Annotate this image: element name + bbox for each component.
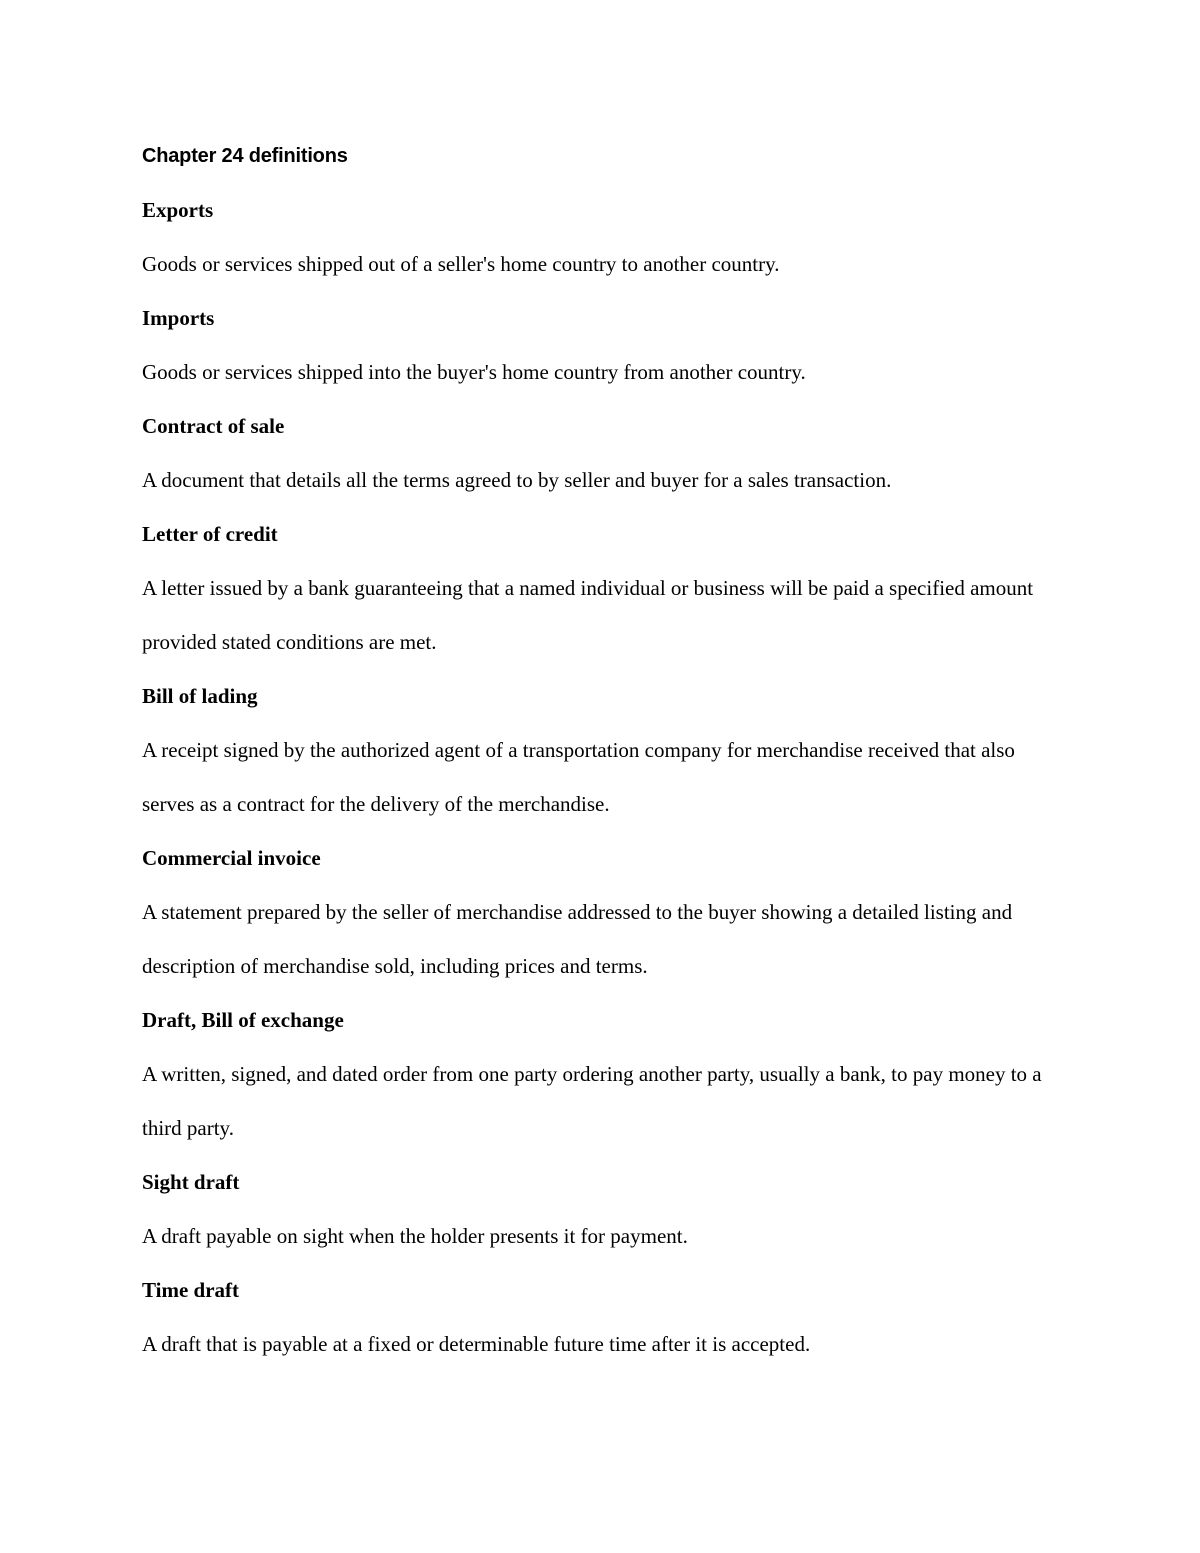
term-definition: A statement prepared by the seller of merchandise addressed to the buyer showing a detailed listing and description of merchandise sold, including prices and terms.	[142, 900, 1013, 978]
term-heading: Commercial invoice	[142, 846, 321, 870]
definition-entry-commercial-invoice	[142, 842, 1062, 993]
term-heading: Imports	[142, 306, 215, 330]
definition-entry-imports	[142, 302, 1062, 399]
term-heading: Exports	[142, 198, 214, 222]
definition-entry-contract-of-sale	[142, 410, 1062, 507]
document-body	[142, 140, 1062, 1382]
definition-entry-bill-of-lading	[142, 680, 1062, 831]
term-heading: Bill of lading	[142, 684, 258, 708]
definition-entry-sight-draft	[142, 1166, 1062, 1263]
term-heading: Contract of sale	[142, 414, 285, 438]
term-definition: A draft that is payable at a fixed or determinable future time after it is accepted.	[142, 1332, 811, 1356]
term-heading: Draft, Bill of exchange	[142, 1008, 344, 1032]
term-definition: A draft payable on sight when the holder presents it for payment.	[142, 1224, 688, 1248]
term-definition: A written, signed, and dated order from one party ordering another party, usually a bank, to pay money to a third party.	[142, 1062, 1042, 1140]
document-title: Chapter 24 definitions	[142, 145, 348, 167]
term-heading: Sight draft	[142, 1170, 240, 1194]
term-definition: A letter issued by a bank guaranteeing that a named individual or business will be paid a specified amount provided stated conditions are met.	[142, 576, 1034, 654]
term-definition: A receipt signed by the authorized agent of a transportation company for merchandise received that also serves as a contract for the delivery of the merchandise.	[142, 738, 1015, 816]
definition-entry-letter-of-credit	[142, 518, 1062, 669]
term-heading: Time draft	[142, 1278, 240, 1302]
definition-entry-draft	[142, 1004, 1062, 1155]
term-definition: Goods or services shipped into the buyer's home country from another country.	[142, 360, 806, 384]
term-definition: A document that details all the terms agreed to by seller and buyer for a sales transaction.	[142, 468, 892, 492]
term-definition: Goods or services shipped out of a seller's home country to another country.	[142, 252, 780, 276]
definition-entry-time-draft	[142, 1274, 1062, 1371]
definition-entry-exports	[142, 194, 1062, 291]
term-heading: Letter of credit	[142, 522, 278, 546]
